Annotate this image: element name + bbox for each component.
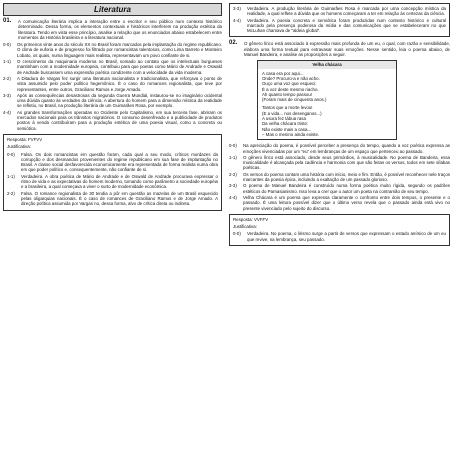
list-item <box>3 110 222 131</box>
poem-line: (E a vida... nos desenganos...) <box>262 110 322 116</box>
item-text: Após as consequências desastrosas da segunda Guerra Mundial, instaurou-se no imaginário ocidental uma dúvida quanto às verdades da ciência. A abertura do homem para a dimensão mística da realidade se refletiu, no Brasil, na produção literária de um Guimarães Rosa, por exemplo. <box>17 92 222 109</box>
list-item <box>3 93 222 109</box>
item-code: 1-1) <box>3 59 11 65</box>
item-code: 4-4) <box>3 109 11 115</box>
item-code: 4-4) <box>233 17 241 23</box>
item-code: 2-2) <box>3 75 11 81</box>
item-text: A Ditadura de Vargas fez surgir uma literatura nacionalista e tradicionalista, que reforçava o ponto de vista assumido pelo poder político hegemônico. É o caso do romances regionalista, que teve por representantes, entre outros, Graciliano Ramos e Jorge Amado. <box>17 75 222 92</box>
left-column <box>3 3 222 211</box>
list-item <box>229 195 450 211</box>
item-code: 4-4) <box>229 194 237 200</box>
justification-label: Justificativa: <box>7 144 31 150</box>
poem-line: A usura fez tábua rasa <box>262 116 306 122</box>
question-number: 02. <box>229 40 238 47</box>
item-text: Verdadeira. A obra poética de Mário de Andrade e de Oswald de Andrade procurava expressar o ritmo de vida e as expectativas do homem moderno, tomando como parâmetro a sociedade européia e a brasileira, a qual começava a viver o surto de modernidade econômica. <box>21 173 218 190</box>
item-code: 1-1) <box>229 154 237 160</box>
poem-stanza <box>262 71 392 103</box>
q01-items <box>3 42 222 131</box>
page <box>3 3 450 450</box>
poem-line: – Mas o menino ainda existe. <box>262 131 320 137</box>
section-title: Literatura <box>3 3 222 16</box>
item-text: Os primeiros vinte anos do século XX no Brasil foram marcados pela implantação do regime republicano. O clima de euforia e de progresso foi filtrado por romancistas talentosos, como Lima Barreto e Monteiro Lobato, os quais, numa linguagem mais realista, representavam um povo confiante de si. <box>17 42 222 58</box>
item-code: 1-1) <box>7 173 15 179</box>
justification-label: Justificativa: <box>233 224 257 230</box>
item-code: 3-3) <box>233 6 241 11</box>
list-item <box>3 42 222 58</box>
answer-box <box>229 214 450 246</box>
answer-key: Resposta: VVFFV <box>233 216 269 222</box>
item-text: Verdadeira. A produção literária de Guimarães Rosa é marcada por uma concepção mística da realidade, a qual reflete a dúvida que os homens começaram a ter em relação às certezas da ciência. <box>247 6 446 17</box>
item-code: 0-0) <box>233 231 241 237</box>
question-01 <box>3 19 222 40</box>
item-code: 2-2) <box>229 171 237 177</box>
poem-line: Da velha chácara triste: <box>262 121 309 127</box>
list-item <box>7 152 218 173</box>
item-text: Falsa. O romance regionalista de 30 tendia a pôr em questão as mazelas de um Brasil esquecido pelas oligarquias nacionais. É o caso de romances de Graciliano Ramos e de Jorge Amado. A direção política assumida por Vargas no, dessa forma, alvo de crítica direta ou indireta. <box>21 190 218 207</box>
item-text: Os versos do poema contam uma história com início, meio e fim. Então, é possível reconhecer nele traços marcantes da poesia épica, incluindo a exaltação de um passado glorioso. <box>243 171 450 183</box>
item-text: O crescimento da maquinaria moderna no Brasil, somado ao contato que os intelectuais burgueses mantinham com a modernidade europeia, contribuiu para que poetas como Mário de Andrade e Oswald de Andrade buscassem uma expressão poética condizente com a velocidade da vida moderna. <box>17 59 222 75</box>
poem-line: Não existe mais a casa... <box>262 126 312 132</box>
poem-box <box>257 60 397 140</box>
poem-line: Ah quanto tempo passou! <box>262 91 313 97</box>
item-code: 0-0) <box>229 143 237 149</box>
item-code: 3-3) <box>229 183 237 189</box>
list-item <box>229 143 450 154</box>
list-item <box>233 18 446 34</box>
question-text: O gênero lírico está associado à expressão mais profunda de um eu, o qual, com razão e sensibilidade, elabora uma forma textual para extravasar suas emoções. Nesse sentido, leia o poema abaixo, de Manuel Bandeira, e analise as proposições a seguir. <box>244 41 450 58</box>
poem-line: (Foram mais de cinquenta anos.) <box>262 97 327 103</box>
poem-line: É a voz deste mesmo riacho. <box>262 86 319 92</box>
item-text: Velha Chácara é um poema que expressa claramente o confronto entre dois tempos, o presente e o passado. É uma leitura possível dizer que o último verso revela que o passado ainda está vivo no presente vivenciado pelo sujeito do discurso. <box>243 194 450 211</box>
answer-box <box>3 134 222 211</box>
question-number: 01. <box>3 18 12 24</box>
item-text: Verdadeira. No poema, o lirismo surge a partir de versos que expressam o estado anímico de um eu que revive, na lembrança, seu passado. <box>247 231 446 242</box>
answer-box-continued <box>229 3 450 37</box>
list-item <box>229 155 450 171</box>
item-text: Falsa. Os dois romancistas em questão foram, cada qual a seu modo, críticos mordazes da corrupção e dos desmandos provenientes do regime republicano em sua fase de implantação no Brasil. A classe social desfavorecida economicamente era representada de forma realista numa obra em que poder político e, consequentemente, não confiante de si. <box>21 151 218 173</box>
answer-key: Resposta: FVFVV <box>7 136 43 142</box>
q02-items <box>229 143 450 211</box>
list-item <box>7 191 218 207</box>
list-item <box>3 59 222 75</box>
list-item <box>233 231 446 242</box>
poem-title: Velha chácara <box>258 61 396 68</box>
item-code: 3-3) <box>3 92 11 98</box>
item-text: Verdadeira. A poesia concreta e semiótica foram produzidas num contexto histórico e cultural marcado pela presença poderosa da mídia e das comunicações que se estabeleceram no que McLuhan chamava de "aldeia global". <box>247 17 446 34</box>
question-text: A comunicação literária implica a interação entre o escritor e seu público num contexto histórico determinado. Dessa forma, os elementos contextuais e históricos interferem na produção estética da literatura. Tendo em vista esse princípio, analise a relação que os enunciados abaixo estabelecem entre momentos da História brasileira e a literatura nacional. <box>18 19 222 40</box>
list-item <box>229 183 450 194</box>
list-item <box>229 172 450 183</box>
item-text: Na apreciação do poema, é possível perceber a presença do tempo, quando a voz poética expressa as emoções vivenciadas por um "eu" em lembranças de um espaço que pertenceu ao passado. <box>243 143 450 154</box>
item-text: As grandes transformações operadas no Ocidente pelo Capitalismo, em sua terceira fase, abriram os mercados nacionais para os trânsitos migratórios. O consumo desenfreado e a publicidade de produtos postos à venda contribuíram para a produção estética de uma poesia visual, como a concreta ou semiótica. <box>17 109 222 131</box>
item-code: 2-2) <box>7 190 15 196</box>
question-02 <box>229 41 450 57</box>
right-column <box>229 3 450 246</box>
list-item <box>7 174 218 190</box>
list-item <box>3 76 222 92</box>
poem-line: A casa era por aqui... <box>262 70 304 76</box>
list-item <box>233 6 446 17</box>
poem-stanza <box>262 105 392 137</box>
item-text: O gênero lírico está associado, desde seus primórdios, à musicalidade. No poema de Bandeira, essa musicalidade é alcançada pela cadência e harmonia com que são feitas os versos, todos em sete sílabas poéticas. <box>243 154 450 171</box>
item-code: 0-0) <box>7 151 15 157</box>
item-code: 0-0) <box>3 42 11 48</box>
item-text: O poema de Manuel Bandeira é construído numa forma poética muito rígida, segundo os padrões estéticos do Parnasianismo. Isso leva a crer que o autor um poeta na contramão de seu tempo. <box>243 183 450 194</box>
poem-line: Tantos que a morte levou! <box>262 105 313 111</box>
poem-line: Onde? Procuro-a e não acho. <box>262 75 320 81</box>
poem-line: Ouço uma voz que esqueci: <box>262 81 317 87</box>
